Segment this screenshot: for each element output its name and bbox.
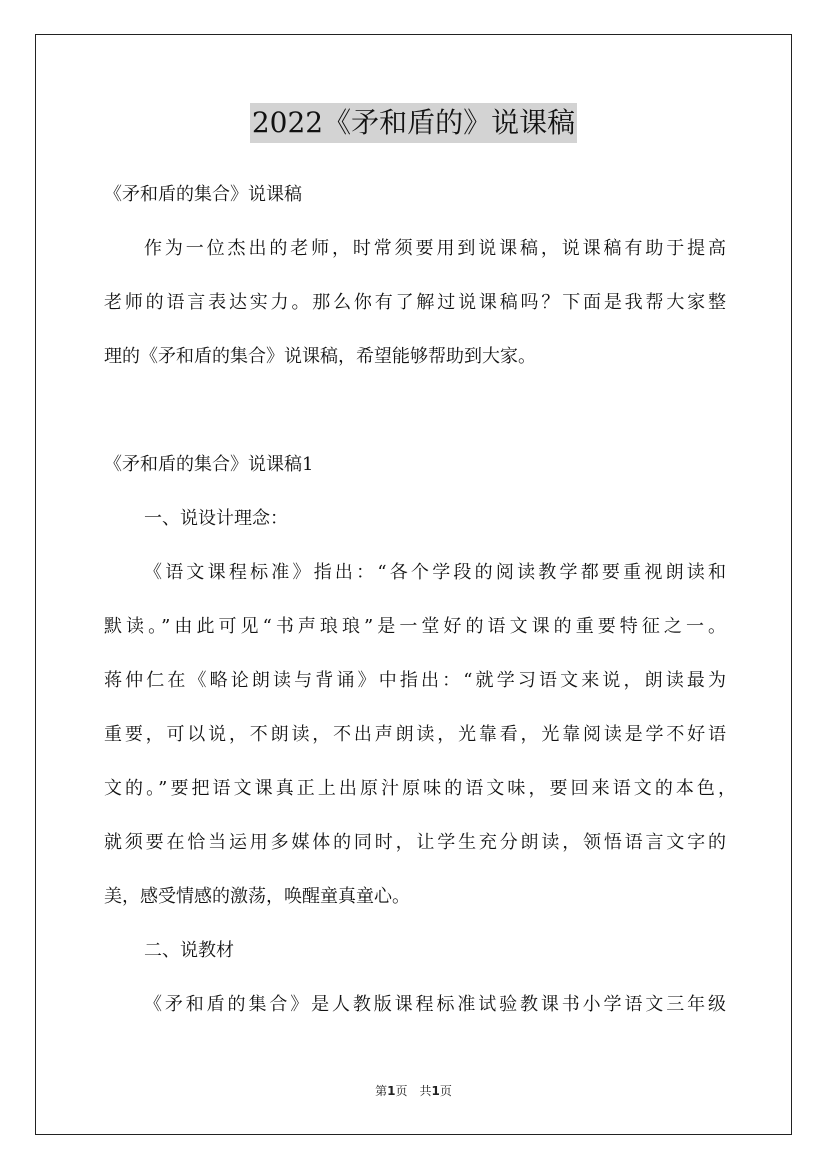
footer-suffix: 页: [439, 1084, 452, 1098]
body-1-line-3: 蒋仲仁在《略论朗读与背诵》中指出：“就学习语文来说，朗读最为: [104, 670, 726, 691]
body-1-line-6: 就须要在恰当运用多媒体的同时，让学生充分朗读，领悟语言文字的: [104, 832, 726, 853]
body-1-line-1: 《语文课程标准》指出：“各个学段的阅读教学都要重视朗读和: [144, 562, 726, 583]
footer-mid: 页 共: [395, 1084, 432, 1098]
intro-line-3: 理的《矛和盾的集合》说课稿，希望能够帮助到大家。: [104, 346, 536, 367]
heading-design-concept: 一、说设计理念：: [144, 508, 288, 529]
section-title: 《矛和盾的集合》说课稿1: [104, 454, 314, 475]
document-subtitle: 《矛和盾的集合》说课稿: [104, 184, 302, 205]
footer-prefix: 第: [375, 1084, 388, 1098]
intro-line-1: 作为一位杰出的老师，时常须要用到说课稿，说课稿有助于提高: [144, 238, 726, 259]
footer-total-pages: 1: [431, 1084, 440, 1098]
body-1-line-2: 默读。”由此可见“书声琅琅”是一堂好的语文课的重要特征之一。: [104, 616, 726, 637]
heading-textbook: 二、说教材: [144, 940, 234, 961]
intro-line-2: 老师的语言表达实力。那么你有了解过说课稿吗？下面是我帮大家整: [104, 292, 726, 313]
document-title: [0, 102, 827, 143]
body-1-line-5: 文的。”要把语文课真正上出原汁原味的语文味，要回来语文的本色，: [104, 778, 736, 799]
body-1-line-7: 美，感受情感的激荡，唤醒童真童心。: [104, 886, 410, 907]
document-title-text: 2022《矛和盾的》说课稿: [250, 103, 577, 143]
body-1-line-4: 重要，可以说，不朗读，不出声朗读，光靠看，光靠阅读是学不好语: [104, 724, 726, 745]
page-footer: [0, 1082, 827, 1099]
body-2-line-1: 《矛和盾的集合》是人教版课程标准试验教课书小学语文三年级: [144, 994, 726, 1015]
footer-page-number: 1: [387, 1084, 396, 1098]
